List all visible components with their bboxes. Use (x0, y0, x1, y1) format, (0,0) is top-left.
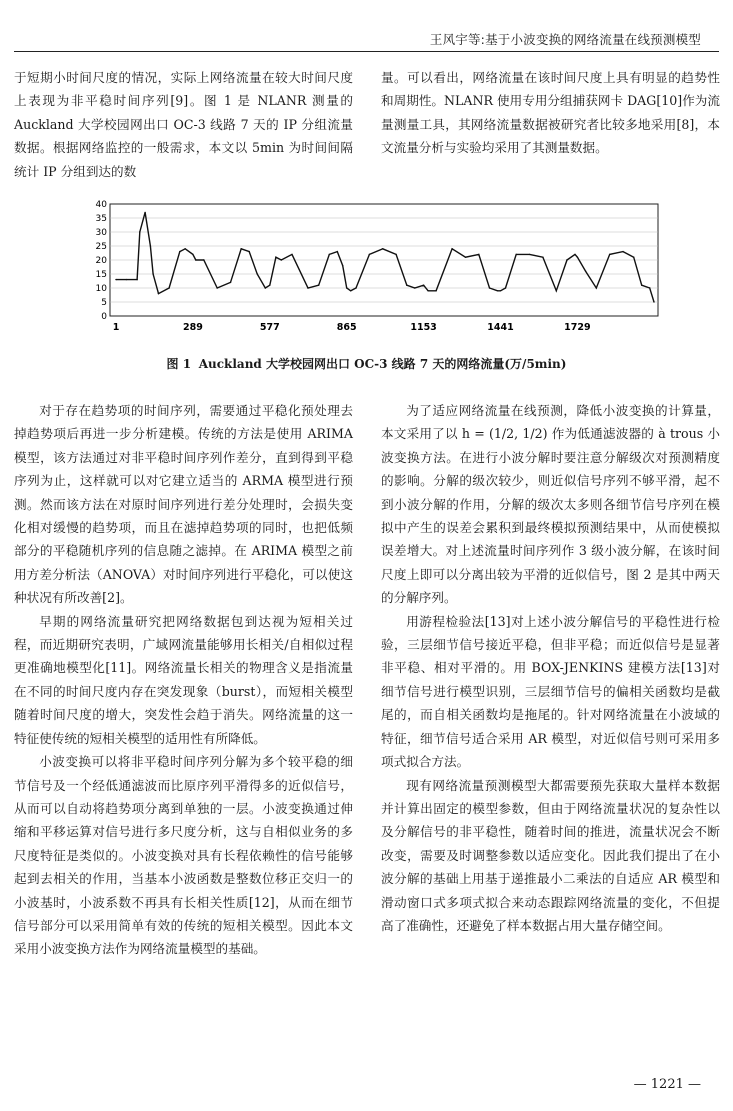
data-point (241, 248, 242, 249)
paragraph: 用游程检验法[13]对上述小波分解信号的平稳性进行检验，三层细节信号接近平稳，但非平稳；而近似信号是显著非平稳、相对平滑的。用 BOX-JENKINS 建模方法[13]对细节信号进行模型识别，三层细节信号的偏相关函数均是截尾的，而自相关函数均是拖尾的。针对网络流量在小波域的特征，细节信号适合采用 AR 模型，对近似信号则可采用多项式拟合方法。 (381, 613, 720, 770)
bottom-right-column (381, 399, 720, 937)
data-point (516, 254, 517, 255)
x-tick-label: 289 (182, 322, 203, 333)
data-point (414, 287, 415, 288)
data-point (497, 290, 498, 291)
data-point (184, 248, 185, 249)
data-point (609, 254, 610, 255)
data-point (249, 251, 250, 252)
data-point (257, 273, 258, 274)
data-point (465, 257, 466, 258)
data-point (337, 251, 338, 252)
data-point (451, 248, 452, 249)
data-point (291, 254, 292, 255)
data-point (406, 285, 407, 286)
x-tick-label: 1 (112, 322, 120, 333)
data-point (139, 231, 140, 232)
x-tick-labels (113, 322, 591, 333)
header-rule (14, 51, 719, 52)
data-point (136, 279, 137, 280)
y-tick-label: 35 (95, 214, 107, 224)
data-point (529, 254, 530, 255)
y-tick-label: 0 (101, 312, 107, 322)
x-tick-label: 1153 (410, 322, 437, 333)
data-point (346, 287, 347, 288)
traffic-line-chart (94, 198, 662, 338)
data-point (641, 285, 642, 286)
data-point (126, 279, 127, 280)
page-number: — 1221 — (633, 1077, 701, 1092)
figure-caption (0, 355, 733, 372)
y-tick-label: 10 (95, 284, 107, 294)
data-point (382, 248, 383, 249)
data-point (369, 254, 370, 255)
data-point (150, 245, 151, 246)
data-point (478, 254, 479, 255)
data-point (144, 212, 145, 213)
paragraph: 小波变换可以将非平稳时间序列分解为多个较平稳的细节信号及一个经低通滤波而比原序列平滑得多的近似信号，从而可以自动将趋势项分离到单独的一层。小波变换通过伸缩和平移运算对信号进行多尺度分析，这与自相似业务的多尺度特征是类似的。小波变换对具有长程依赖性的信号能够起到去相关的作用，当基本小波函数是整数位移正交归一的小波基时，小波系数不再具有长相关性质[12]，从而在细节信号部分可以采用简单有效的传统的短相关模型。因此本文采用小波变换方法作为网络流量模型的基础。 (14, 754, 353, 957)
paragraph: 早期的网络流量研究把网络数据包到达视为短相关过程，而近期研究表明，广域网流量能够用长相关/自相似过程更准确地模型化[11]。网络流量长相关的物理含义是指流量在不同的时间尺度内存在突发现象（burst），而短相关模型随着时间尺度的增大，突发性会趋于消失。网络流量的这一特征使传统的短相关模型的适用性有所降低。 (14, 613, 353, 746)
data-point (307, 287, 308, 288)
paragraph: 对于存在趋势项的时间序列，需要通过平稳化预处理去掉趋势项后再进一步分析建模。传统的方法是使用 ARIMA 模型，该方法通过对非平稳时间序列作差分，直到得到平稳序列为止，这样就可以对它建立适当的 ARMA 模型进行预测。然而该方法在对原时间序列进行差分处理时，会损失变化相对缓慢的趋势项，而且在滤掉趋势项的同时，也把低频部分的平稳随机序列的信息随之滤掉。在 ARIMA 模型之前用方差分析法（ANOVA）对时间序列进行平稳化，可以使这种状况有所改善[2]。 (14, 403, 353, 606)
data-point (152, 273, 153, 274)
data-point (542, 257, 543, 258)
data-point (435, 290, 436, 291)
data-point (395, 254, 396, 255)
data-point (653, 301, 654, 302)
data-point (342, 265, 343, 266)
data-point (265, 287, 266, 288)
data-point (203, 259, 204, 260)
data-point (423, 285, 424, 286)
bottom-left-column (14, 399, 353, 961)
data-point (566, 259, 567, 260)
data-point (195, 259, 196, 260)
y-tick-label: 5 (101, 298, 107, 308)
data-point (281, 259, 282, 260)
data-point (269, 285, 270, 286)
data-point (192, 254, 193, 255)
data-point (649, 287, 650, 288)
data-point (350, 290, 351, 291)
data-point (427, 290, 428, 291)
data-point (622, 251, 623, 252)
x-tick-label: 577 (259, 322, 280, 333)
x-tick-label: 1729 (564, 322, 591, 333)
data-point (179, 251, 180, 252)
data-point (574, 254, 575, 255)
x-tick-label: 1441 (487, 322, 514, 333)
data-point (633, 257, 634, 258)
data-point (505, 287, 506, 288)
x-tick-label: 865 (336, 322, 357, 333)
page-header (0, 0, 733, 55)
y-tick-label: 30 (95, 228, 107, 238)
caption-text: Auckland 大学校园网出口 OC-3 线路 7 天的网络流量(万/5min) (198, 357, 567, 371)
data-point (318, 285, 319, 286)
data-point (596, 287, 597, 288)
data-point (500, 290, 501, 291)
data-point (230, 282, 231, 283)
y-tick-label: 15 (95, 270, 107, 280)
y-tick-label: 25 (95, 242, 107, 252)
data-point (115, 279, 116, 280)
data-point (556, 290, 557, 291)
paragraph: 量。可以看出，网络流量在该时间尺度上具有明显的趋势性和周期性。NLANR 使用专用分组捕获网卡 DAG[10]作为流量测量工具，其网络流量数据被研究者比较多地采用[8]，本文流量分析与实验均采用了其测量数据。 (381, 70, 720, 156)
data-point (275, 257, 276, 258)
y-tick-label: 20 (95, 256, 107, 266)
data-point (158, 293, 159, 294)
data-point (168, 287, 169, 288)
data-point (585, 271, 586, 272)
data-point (216, 287, 217, 288)
data-point (577, 257, 578, 258)
y-tick-label: 40 (95, 200, 107, 210)
paragraph: 于短期小时间尺度的情况，实际上网络流量在较大时间尺度上表现为非平稳时间序列[9]。图 1 是 NLANR 测量的 Auckland 大学校园网出口 OC-3 线路 7 天的 IP 分组流量数据。根据网络监控的一般需求，本文以 5min 为时间间隔统计 IP 分组到达的数 (14, 70, 353, 179)
caption-label: 图 1 (166, 357, 192, 371)
top-left-column (14, 66, 353, 183)
top-right-column (381, 66, 720, 160)
data-point (489, 287, 490, 288)
running-title: 王风宇等:基于小波变换的网络流量在线预测模型 (429, 32, 701, 47)
data-point (355, 287, 356, 288)
y-tick-labels (96, 200, 108, 322)
data-point (329, 254, 330, 255)
paragraph: 为了适应网络流量在线预测，降低小波变换的计算量，本文采用了以 h = (1/2, 1/2) 作为低通滤波器的 à trous 小波变换方法。在进行小波分解时要注意分解级次对预测精度的影响。分解的级次较少，则近似信号序列不够平滑，起不到小波分解的作用，分解的级次太多则各细节信号序列在模拟中产生的误差会累积到最终模拟预测结果中，从而使模拟误差增大。对上述流量时间序列作 3 级小波分解，在该时间尺度上即可以分离出较为平滑的近似信号，图 2 是其中两天的分解序列。 (381, 403, 720, 606)
paragraph: 现有网络流量预测模型大都需要预先获取大量样本数据并计算出固定的模型参数，但由于网络流量状况的复杂性以及分解信号的非平稳性，随着时间的推进，流量状况会不断改变，需要及时调整参数以适应变化。因此我们提出了在小波分解的基础上用基于递推最小二乘法的自适应 AR 模型和滑动窗口式多项式拟合来动态跟踪网络流量的变化，不但提高了准确性，还避免了样本数据占用大量存储空间。 (381, 777, 720, 933)
